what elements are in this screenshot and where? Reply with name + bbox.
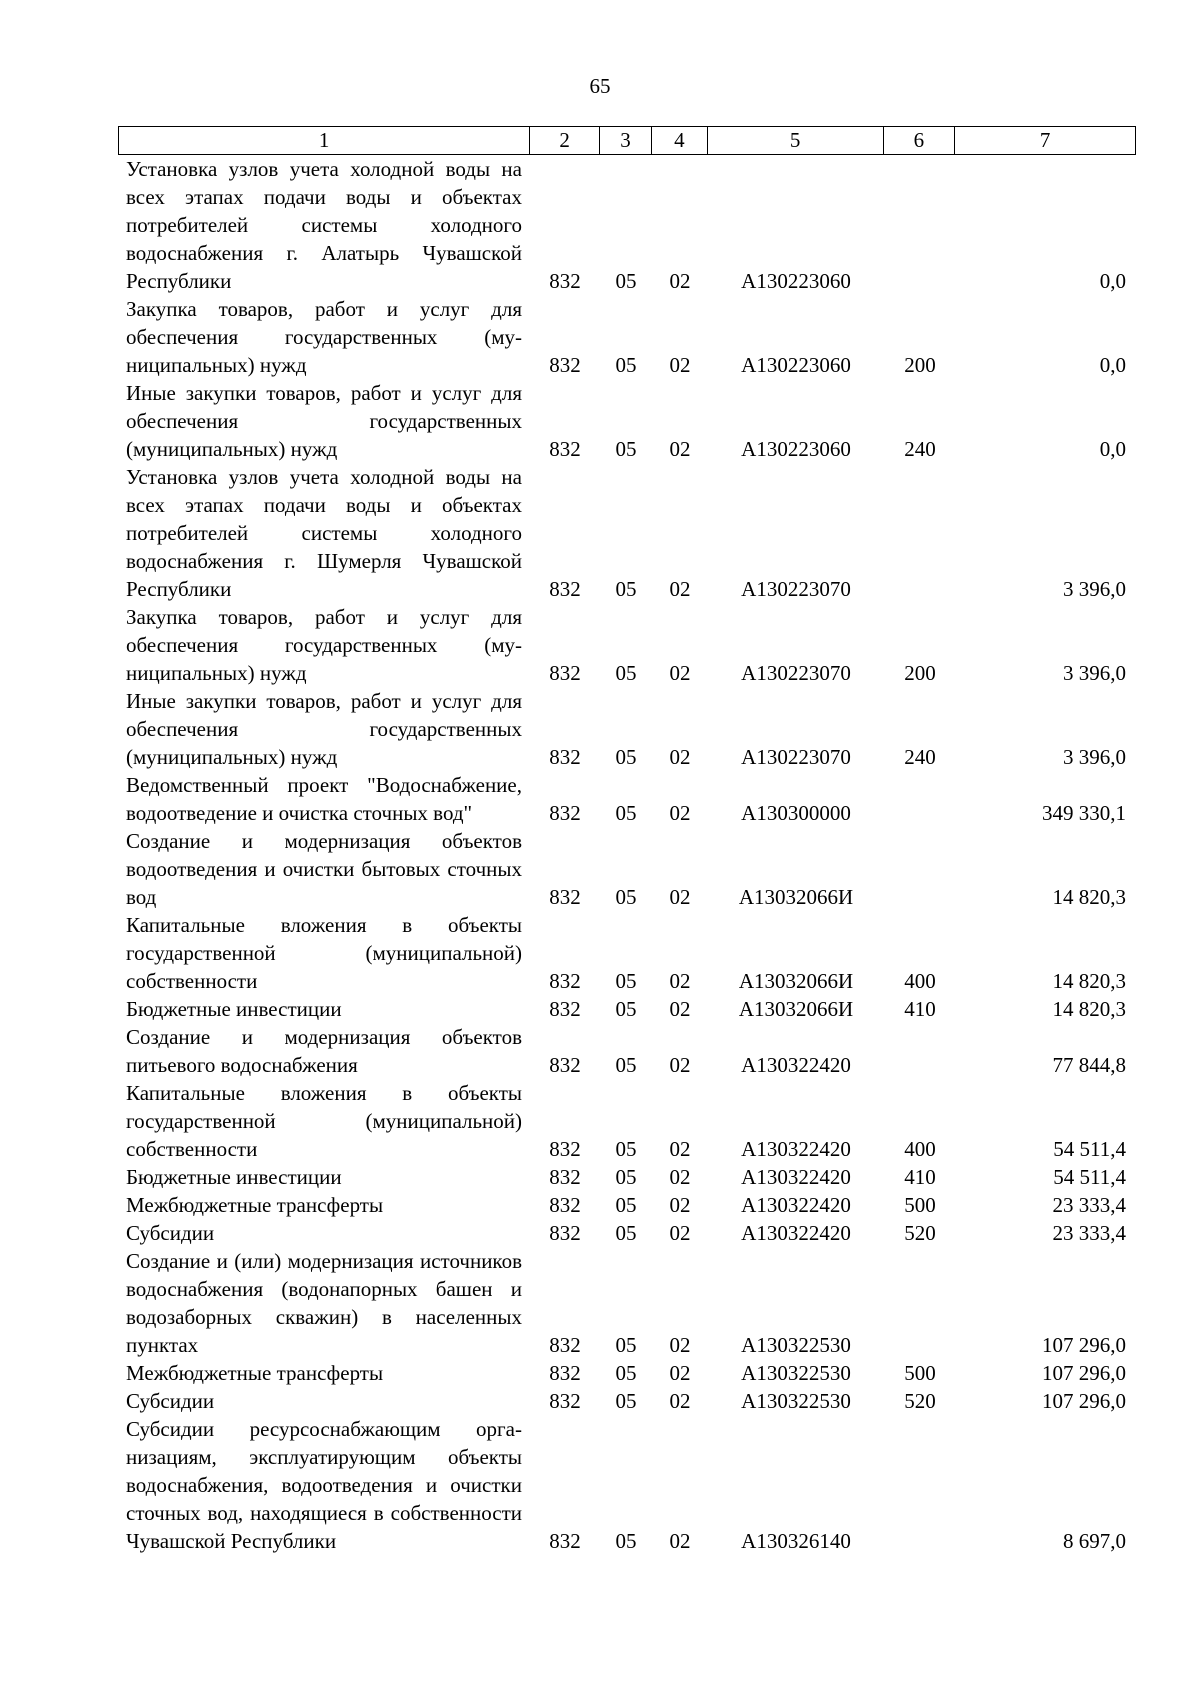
row-name: Установка узлов учета холодной воды на всех этапах подачи воды и объектах потребителей системы холодного водоснабжения г. Шумерля Чувашской Республики	[126, 465, 522, 601]
row-amount: 349 330,1	[1042, 801, 1126, 825]
row-code-subsection: 02	[669, 801, 691, 825]
table-row	[118, 463, 1136, 603]
row-code-ministry: 832	[549, 1221, 581, 1245]
row-amount: 14 820,3	[1052, 885, 1126, 909]
row-code-ministry: 832	[549, 1333, 581, 1357]
row-code-expense-type: 200	[904, 353, 936, 377]
header-cell-2: 2	[530, 127, 600, 154]
table-row	[118, 155, 1136, 295]
row-code-subsection: 02	[669, 1193, 691, 1217]
row-code-target: А130223060	[741, 269, 851, 293]
row-code-ministry: 832	[549, 801, 581, 825]
row-code-target: А13032066И	[738, 997, 854, 1021]
row-name: Субсидии	[126, 1221, 215, 1245]
row-code-section: 05	[615, 1389, 637, 1413]
table-row	[118, 771, 1136, 827]
table-row	[118, 827, 1136, 911]
row-name: Бюджетные инвестиции	[126, 997, 342, 1021]
table-row	[118, 603, 1136, 687]
table-row	[118, 1359, 1136, 1387]
row-code-ministry: 832	[549, 1053, 581, 1077]
table-row	[118, 1163, 1136, 1191]
row-amount: 0,0	[1099, 269, 1126, 293]
row-name: Бюджетные инвестиции	[126, 1165, 342, 1189]
page-number: 65	[589, 74, 611, 98]
row-name: Межбюджетные трансферты	[126, 1361, 384, 1385]
row-amount: 23 333,4	[1052, 1221, 1126, 1245]
row-amount: 77 844,8	[1052, 1053, 1126, 1077]
row-name: Субсидии	[126, 1389, 215, 1413]
row-name: Капитальные вложения в объекты государственной (муниципальной) собственности	[126, 1081, 522, 1161]
row-code-subsection: 02	[669, 1389, 691, 1413]
row-code-target: А130300000	[741, 801, 851, 825]
row-name: Иные закупки товаров, работ и услуг для обеспечения государственных (муниципальных) нужд	[126, 381, 522, 461]
row-code-section: 05	[615, 1193, 637, 1217]
row-code-subsection: 02	[669, 969, 691, 993]
table-row	[118, 379, 1136, 463]
row-code-expense-type: 520	[904, 1221, 936, 1245]
row-name: Иные закупки товаров, работ и услуг для обеспечения государственных (муниципальных) нужд	[126, 689, 522, 769]
row-name: Создание и модернизация объектов водоотведения и очистки бытовых сточных вод	[126, 829, 522, 909]
table-row	[118, 1219, 1136, 1247]
row-code-section: 05	[615, 1221, 637, 1245]
row-amount: 0,0	[1099, 353, 1126, 377]
header-cell-7: 7	[1039, 128, 1051, 152]
row-code-ministry: 832	[549, 1361, 581, 1385]
row-code-ministry: 832	[549, 661, 581, 685]
row-code-section: 05	[615, 885, 637, 909]
row-code-section: 05	[615, 1053, 637, 1077]
row-name: Закупка товаров, работ и услуг для обеспечения государственных (муниципальных) нужд	[126, 297, 522, 377]
row-code-section: 05	[615, 1333, 637, 1357]
row-code-expense-type: 520	[904, 1389, 936, 1413]
row-code-target: А130322420	[741, 1221, 851, 1245]
row-code-expense-type: 240	[904, 437, 936, 461]
row-amount: 107 296,0	[1042, 1333, 1126, 1357]
row-code-section: 05	[615, 1165, 637, 1189]
row-amount: 14 820,3	[1052, 969, 1126, 993]
row-code-ministry: 832	[549, 1137, 581, 1161]
row-code-subsection: 02	[669, 1137, 691, 1161]
row-code-ministry: 832	[549, 437, 581, 461]
row-code-target: А130322530	[741, 1333, 851, 1357]
row-code-ministry: 832	[549, 745, 581, 769]
header-cell-1: 1	[119, 127, 530, 154]
row-name: Установка узлов учета холодной воды на всех этапах подачи воды и объектах потребителей системы холодного водоснабжения г. Алатырь Чувашской Республики	[126, 157, 522, 293]
row-code-target: А130322420	[741, 1165, 851, 1189]
row-code-section: 05	[615, 577, 637, 601]
row-amount: 3 396,0	[1063, 661, 1126, 685]
row-code-ministry: 832	[549, 1165, 581, 1189]
row-code-subsection: 02	[669, 1361, 691, 1385]
table-row	[118, 1247, 1136, 1359]
row-code-subsection: 02	[669, 353, 691, 377]
table-body	[118, 155, 1136, 1555]
row-code-subsection: 02	[669, 1529, 691, 1553]
row-amount: 23 333,4	[1052, 1193, 1126, 1217]
header-cell-6: 6	[884, 127, 956, 154]
table-row	[118, 295, 1136, 379]
row-code-subsection: 02	[669, 885, 691, 909]
row-code-subsection: 02	[669, 661, 691, 685]
row-amount: 8 697,0	[1063, 1529, 1126, 1553]
row-amount: 0,0	[1099, 437, 1126, 461]
row-code-target: А130322530	[741, 1361, 851, 1385]
row-code-target: А130322530	[741, 1389, 851, 1413]
row-code-section: 05	[615, 997, 637, 1021]
row-code-section: 05	[615, 1137, 637, 1161]
row-code-expense-type: 410	[904, 1165, 936, 1189]
row-code-subsection: 02	[669, 1333, 691, 1357]
row-amount: 107 296,0	[1042, 1361, 1126, 1385]
row-name: Создание и (или) модернизация источников водоснабжения (водонапорных башен и водозаборных скважин) в населенных пунктах	[126, 1249, 522, 1357]
row-code-expense-type: 500	[904, 1361, 936, 1385]
table-row	[118, 1415, 1136, 1555]
row-code-target: А130223060	[741, 437, 851, 461]
row-code-ministry: 832	[549, 269, 581, 293]
row-code-ministry: 832	[549, 969, 581, 993]
row-code-expense-type: 410	[904, 997, 936, 1021]
row-code-section: 05	[615, 269, 637, 293]
table-row	[118, 1387, 1136, 1415]
row-code-target: А130223060	[741, 353, 851, 377]
row-name: Субсидии ресурсоснабжающим организациям, эксплуатирующим объекты водоснабжения, водоотведения и очистки сточных вод, находящиеся в собственности Чувашской Республики	[126, 1417, 522, 1553]
table-row	[118, 687, 1136, 771]
row-code-target: А130223070	[741, 661, 851, 685]
row-code-target: А13032066И	[738, 885, 854, 909]
row-code-section: 05	[615, 801, 637, 825]
row-code-subsection: 02	[669, 269, 691, 293]
table-row	[118, 995, 1136, 1023]
row-code-ministry: 832	[549, 1193, 581, 1217]
row-amount: 3 396,0	[1063, 577, 1126, 601]
row-code-section: 05	[615, 353, 637, 377]
row-code-section: 05	[615, 745, 637, 769]
row-code-target: А130326140	[741, 1529, 851, 1553]
row-code-section: 05	[615, 1529, 637, 1553]
row-code-expense-type: 240	[904, 745, 936, 769]
row-code-expense-type: 400	[904, 1137, 936, 1161]
row-amount: 14 820,3	[1052, 997, 1126, 1021]
row-code-ministry: 832	[549, 353, 581, 377]
row-code-subsection: 02	[669, 745, 691, 769]
row-code-subsection: 02	[669, 1165, 691, 1189]
table-row	[118, 1079, 1136, 1163]
row-code-section: 05	[615, 661, 637, 685]
row-code-section: 05	[615, 437, 637, 461]
row-code-target: А130223070	[741, 745, 851, 769]
row-code-ministry: 832	[549, 885, 581, 909]
row-code-target: А130223070	[741, 577, 851, 601]
row-code-ministry: 832	[549, 1389, 581, 1413]
row-code-subsection: 02	[669, 997, 691, 1021]
row-amount: 3 396,0	[1063, 745, 1126, 769]
row-code-expense-type: 500	[904, 1193, 936, 1217]
table-header	[118, 126, 1136, 155]
row-code-subsection: 02	[669, 1053, 691, 1077]
row-code-subsection: 02	[669, 1221, 691, 1245]
row-amount: 54 511,4	[1053, 1165, 1126, 1189]
row-code-section: 05	[615, 969, 637, 993]
row-code-target: А130322420	[741, 1053, 851, 1077]
row-code-ministry: 832	[549, 997, 581, 1021]
table-row	[118, 1023, 1136, 1079]
header-cell-4: 4	[652, 127, 708, 154]
table-row	[118, 1191, 1136, 1219]
row-name: Создание и модернизация объектов питьевого водоснабжения	[126, 1025, 522, 1077]
row-code-section: 05	[615, 1361, 637, 1385]
row-name: Капитальные вложения в объекты государственной (муниципальной) собственности	[126, 913, 522, 993]
row-amount: 54 511,4	[1053, 1137, 1126, 1161]
row-name: Закупка товаров, работ и услуг для обеспечения государственных (муниципальных) нужд	[126, 605, 522, 685]
row-name: Ведомственный проект "Водоснабжение, водоотведение и очистка сточных вод"	[126, 773, 522, 825]
table-row	[118, 911, 1136, 995]
row-code-target: А13032066И	[738, 969, 854, 993]
row-code-expense-type: 200	[904, 661, 936, 685]
row-code-target: А130322420	[741, 1193, 851, 1217]
row-code-subsection: 02	[669, 577, 691, 601]
row-code-ministry: 832	[549, 577, 581, 601]
row-amount: 107 296,0	[1042, 1389, 1126, 1413]
row-code-target: А130322420	[741, 1137, 851, 1161]
header-cell-3: 3	[600, 127, 652, 154]
header-cell-5: 5	[708, 127, 884, 154]
row-code-subsection: 02	[669, 437, 691, 461]
row-name: Межбюджетные трансферты	[126, 1193, 384, 1217]
row-code-expense-type: 400	[904, 969, 936, 993]
row-code-ministry: 832	[549, 1529, 581, 1553]
